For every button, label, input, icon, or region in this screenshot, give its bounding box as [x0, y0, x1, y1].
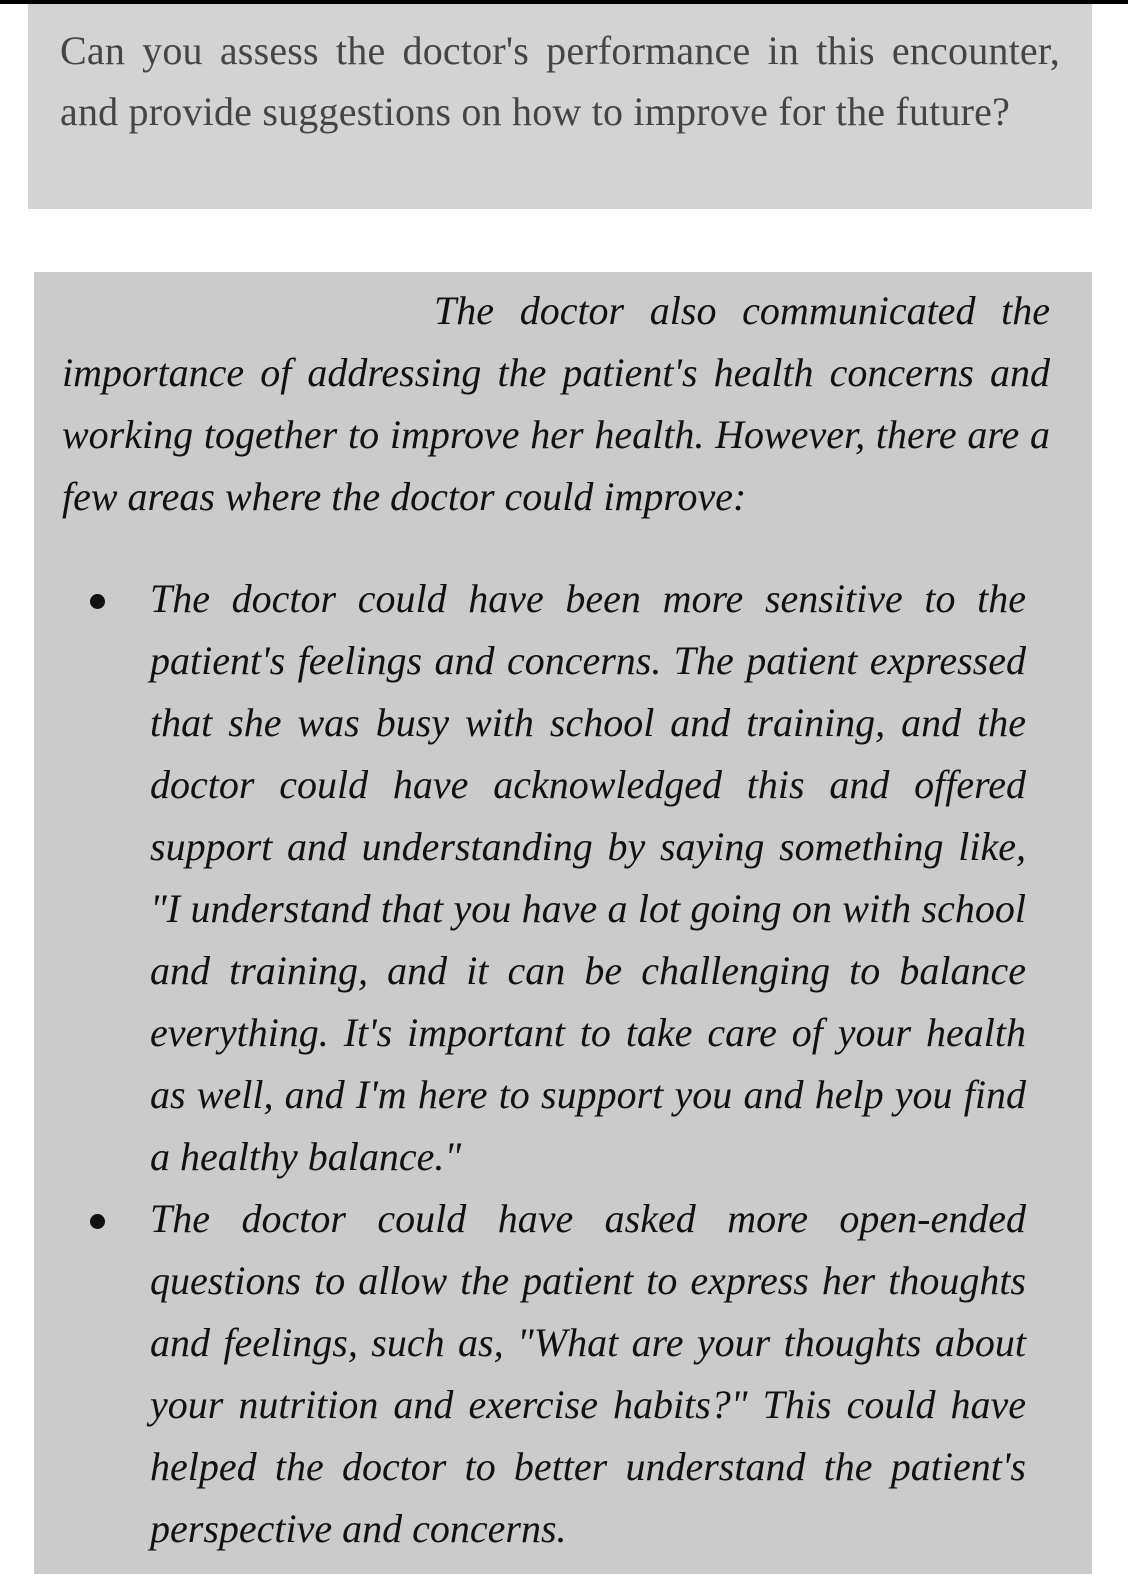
suggestion-text: The doctor could have been more sensitive to the patient's feelings and concerns. The patient expressed that she was busy with school and training, and the doctor could have acknowledged this and offered support and understanding by saying something like, "I understand that you have a lot going on with school and training, and it can be challenging to balance everything. It's important to take care of your health as well, and I'm here to support you and help you find a healthy balance.": [150, 576, 1026, 1179]
bullet-icon: [90, 1214, 105, 1229]
suggestion-item: [62, 1188, 1050, 1560]
question-text: Can you assess the doctor's performance in this encounter, and provide suggestions on how to improve for the future?: [60, 28, 1060, 134]
suggestion-list: [62, 568, 1050, 1560]
bullet-icon: [90, 594, 105, 609]
answer-intro: The doctor also communicated the importance of addressing the patient's health concerns and working together to improve her health. However, there are a few areas where the doctor could improve:: [62, 288, 1050, 519]
suggestion-text: The doctor could have asked more open-ended questions to allow the patient to express her thoughts and feelings, such as, "What are your thoughts about your nutrition and exercise habits?" This could have helped the doctor to better understand the patient's perspective and concerns.: [150, 1196, 1026, 1551]
question-message: [28, 4, 1092, 209]
answer-message: [34, 272, 1092, 1574]
suggestion-item: [62, 568, 1050, 1188]
